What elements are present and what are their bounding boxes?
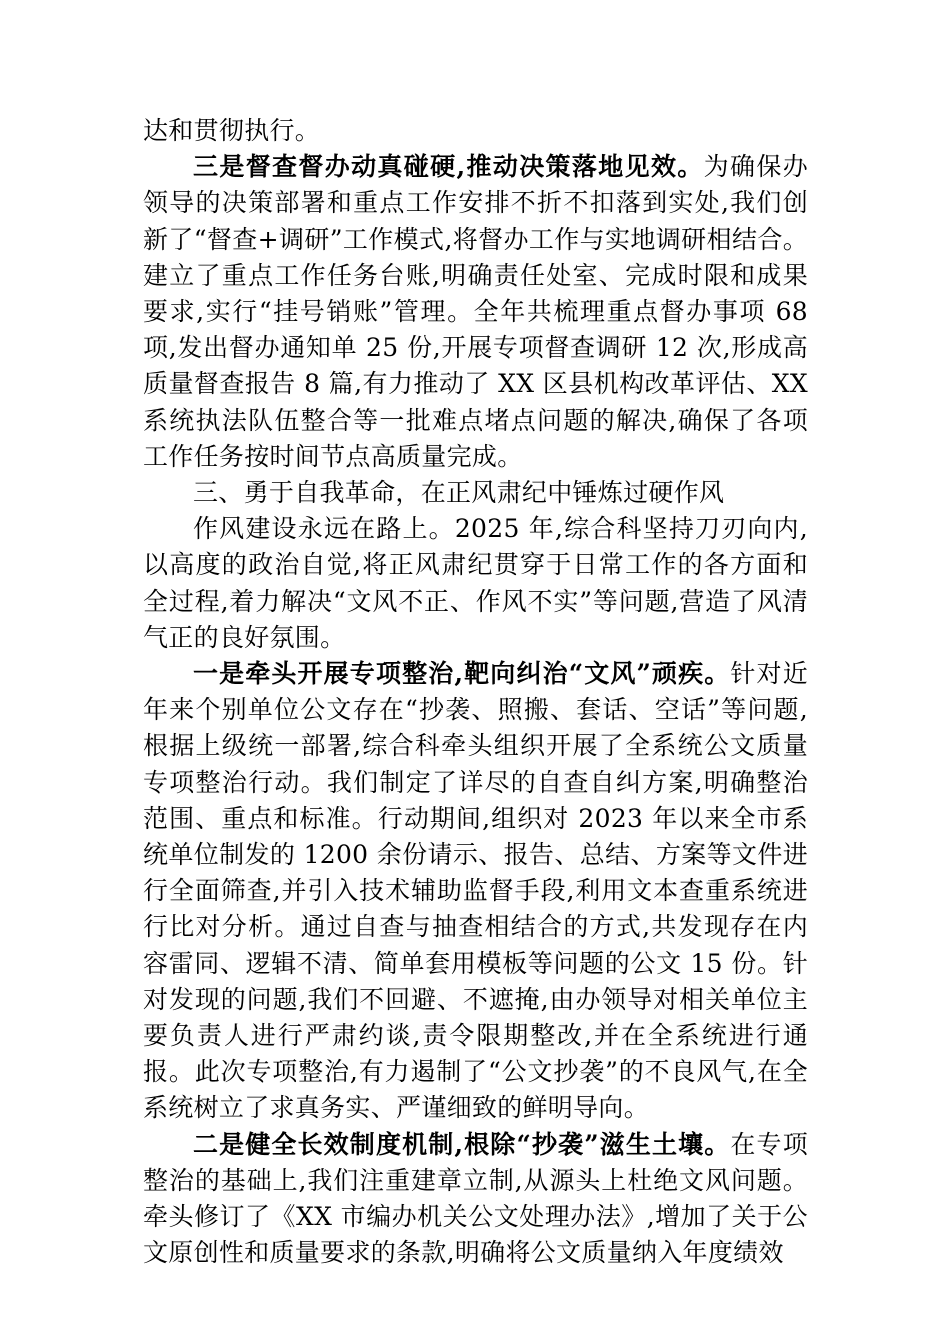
document-body bbox=[143, 113, 808, 1272]
paragraph-lead: 二是健全长效制度机制,根除“抄袭”滋生土壤。 bbox=[193, 1129, 731, 1159]
paragraph-text: 作风建设永远在路上。2025 年,综合科坚持刀刃向内,以高度的政治自觉,将正风肃纪贯穿于日常工作的各方面和全过程,着力解决“文风不正、作风不实”等问题,营造了风清气正的良好氛围。 bbox=[143, 514, 808, 652]
paragraph-lead: 三是督查督办动真碰硬,推动决策落地见效。 bbox=[193, 152, 704, 182]
paragraph-long-term-mechanism bbox=[143, 1127, 808, 1272]
paragraph-continuation bbox=[143, 113, 808, 149]
paragraph-text: 针对近年来个别单位公文存在“抄袭、照搬、套话、空话”等问题,根据上级统一部署,综合科牵头组织开展了全系统公文质量专项整治行动。我们制定了详尽的自查自纠方案,明确整治范围、重点和标准。行动期间,组织对 2023 年以来全市系统单位制发的 1200 余份请示、报告、总结、方案等文件进行全面筛查,并引入技术辅助监督手段,利用文本查重系统进行比对分析。通过自查与抽查相结合的方式,共发现存在内容雷同、逻辑不清、简单套用模板等问题的公文 15 份。针对发现的问题,我们不回避、不遮掩,由办领导对相关单位主要负责人进行严肃约谈,责令限期整改,并在全系统进行通报。此次专项整治,有力遏制了“公文抄袭”的不良风气,在全系统树立了求真务实、严谨细致的鲜明导向。 bbox=[143, 659, 808, 1123]
paragraph-text: 为确保办领导的决策部署和重点工作安排不折不扣落到实处,我们创新了“督查+调研”工作模式,将督办工作与实地调研相结合。建立了重点工作任务台账,明确责任处室、完成时限和成果要求,实行“挂号销账”管理。全年共梳理重点督办事项 68 项,发出督办通知单 25 份,开展专项督查调研 12 次,形成高质量督查报告 8 篇,有力推动了 XX 区县机构改革评估、XX 系统执法队伍整合等一批难点堵点问题的解决,确保了各项工作任务按时间节点高质量完成。 bbox=[143, 152, 808, 471]
paragraph-lead: 一是牵头开展专项整治,靶向纠治“文风”顽疾。 bbox=[193, 659, 731, 689]
paragraph-special-rectification bbox=[143, 656, 808, 1127]
paragraph-style-building bbox=[143, 511, 808, 656]
paragraph-supervision bbox=[143, 149, 808, 475]
section-heading: 三、勇于自我革命，在正风肃纪中锤炼过硬作风 bbox=[193, 478, 725, 508]
paragraph-text: 达和贯彻执行。 bbox=[143, 116, 321, 145]
paragraph-text: 在专项整治的基础上,我们注重建章立制,从源头上杜绝文风问题。牵头修订了《XX 市编办机关公文处理办法》,增加了关于公文原创性和质量要求的条款,明确将公文质量纳入年度绩效 bbox=[143, 1129, 808, 1268]
